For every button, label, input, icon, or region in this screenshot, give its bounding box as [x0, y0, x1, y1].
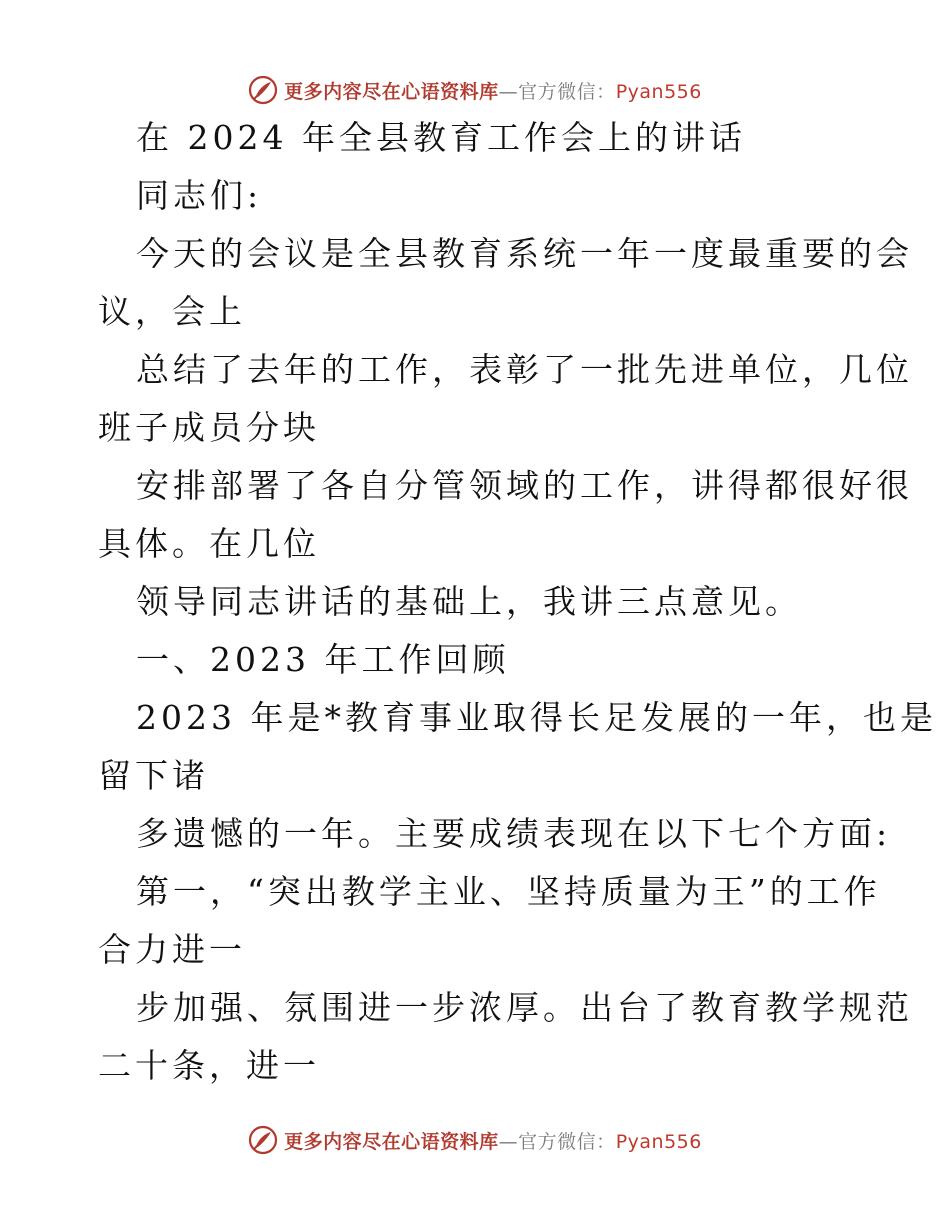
- text-line: 步加强、氛围进一步浓厚。出台了教育教学规范: [136, 988, 913, 1027]
- text-line: 总结了去年的工作，表彰了一批先进单位，几位: [136, 350, 913, 389]
- watermark-text: [284, 77, 702, 104]
- watermark-dash: —: [498, 80, 519, 103]
- text-line: 班子成员分块: [98, 408, 320, 447]
- watermark-dash: —: [498, 1130, 519, 1153]
- text-line: 二十条，进一: [98, 1046, 320, 1085]
- text-line: 多遗憾的一年。主要成绩表现在以下七个方面:: [136, 814, 892, 853]
- watermark-text: [284, 1127, 702, 1154]
- text-line: 在 2024 年全县教育工作会上的讲话: [136, 118, 746, 157]
- text-line: 议，会上: [98, 292, 246, 331]
- watermark-main: 更多内容尽在心语资料库: [284, 1130, 499, 1153]
- watermark-contact-id: Pyan556: [615, 80, 702, 103]
- text-line: 一、2023 年工作回顾: [136, 640, 510, 679]
- watermark-contact-label: 官方微信：: [518, 80, 616, 103]
- watermark-main: 更多内容尽在心语资料库: [284, 80, 499, 103]
- text-line: 2023 年是*教育事业取得长足发展的一年，也是: [136, 698, 937, 737]
- text-line: 同志们:: [136, 176, 263, 215]
- quill-logo-icon: [248, 1125, 278, 1155]
- watermark-contact-id: Pyan556: [615, 1130, 702, 1153]
- text-line: 合力进一: [98, 930, 246, 969]
- header-watermark: [0, 72, 950, 108]
- footer-watermark: [0, 1122, 950, 1158]
- text-line: 今天的会议是全县教育系统一年一度最重要的会: [136, 234, 913, 273]
- text-line: 具体。在几位: [98, 524, 320, 563]
- quill-logo-icon: [248, 75, 278, 105]
- text-line: 第一，“突出教学主业、坚持质量为王”的工作: [136, 872, 881, 911]
- watermark-contact-label: 官方微信：: [518, 1130, 616, 1153]
- text-line: 留下诸: [98, 756, 209, 795]
- text-line: 领导同志讲话的基础上，我讲三点意见。: [136, 582, 802, 621]
- text-line: 安排部署了各自分管领域的工作，讲得都很好很: [136, 466, 913, 505]
